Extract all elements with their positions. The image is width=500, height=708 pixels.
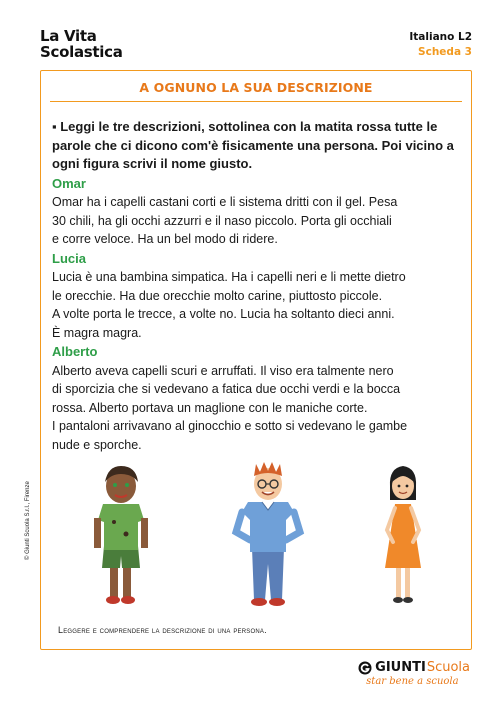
instructions: ▪ Leggi le tre descrizioni, sottolinea con la matita rossa tutte le parole che ci dicono com'è fisicamente una persona. Poi vicino a ogni figura scrivi il nome giusto. (52, 119, 454, 171)
logo-line-2: Scolastica (40, 43, 123, 61)
description-line: A volte porta le trecce, a volte no. Lucia ha soltanto dieci anni. (52, 307, 395, 321)
learning-objective-text: Leggere e comprendere la descrizione di una persona. (58, 625, 267, 635)
description-alberto (52, 343, 466, 454)
figure-dirty-boy (86, 460, 156, 610)
copyright-notice: © Giunti Scuola S.r.l., Firenze (25, 481, 31, 560)
description-omar (52, 175, 466, 249)
description-line: di sporcizia che si vedevano a fatica due occhi verdi e la bocca (52, 382, 401, 396)
figure-boy-with-glasses (228, 460, 308, 610)
giunti-scuola-logo (358, 660, 470, 687)
sheet-number: Scheda 3 (418, 46, 472, 58)
brand-tagline: star bene a scuola (366, 676, 459, 687)
sheet-header (409, 30, 472, 60)
character-illustrations (40, 460, 472, 610)
logo-line-1: La Vita (40, 27, 97, 45)
brand-giunti: GIUNTI (375, 660, 426, 675)
giunti-brand (358, 660, 470, 675)
giunti-g-icon (358, 661, 372, 675)
description-line: le orecchie. Ha due orecchie molto carine, piuttosto piccole. (52, 288, 383, 303)
description-line: 30 chili, ha gli occhi azzurri e il naso piccolo. Porta gli occhiali (52, 213, 392, 228)
title-divider (50, 101, 462, 102)
description-line: e corre veloce. Ha un bel modo di ridere. (52, 232, 278, 246)
description-lucia (52, 250, 466, 343)
logo-la-vita-scolastica (40, 28, 130, 60)
description-line: Alberto aveva capelli scuri e arruffati. Il viso era talmente nero (52, 363, 394, 378)
worksheet-content (52, 118, 466, 454)
learning-objective (58, 625, 267, 635)
description-line: È magra magra. (52, 325, 142, 340)
description-name: Lucia (52, 250, 86, 266)
worksheet-title: A OGNUNO LA SUA DESCRIZIONE (139, 80, 373, 95)
description-line: nude e sporche. (52, 437, 142, 452)
description-line: Omar ha i capelli castani corti e li sistema dritti con il gel. Pesa (52, 195, 398, 209)
subject-label: Italiano L2 (409, 31, 472, 43)
description-line: Lucia è una bambina simpatica. Ha i capelli neri e li mette dietro (52, 270, 406, 284)
description-line: I pantaloni arrivavano al ginocchio e sotto si vedevano le gambe (52, 419, 408, 433)
description-name: Omar (52, 175, 86, 191)
brand-scuola: Scuola (426, 660, 470, 675)
figure-girl (373, 460, 433, 610)
description-name: Alberto (52, 344, 98, 359)
description-line: rossa. Alberto portava un maglione con le maniche corte. (52, 400, 368, 415)
